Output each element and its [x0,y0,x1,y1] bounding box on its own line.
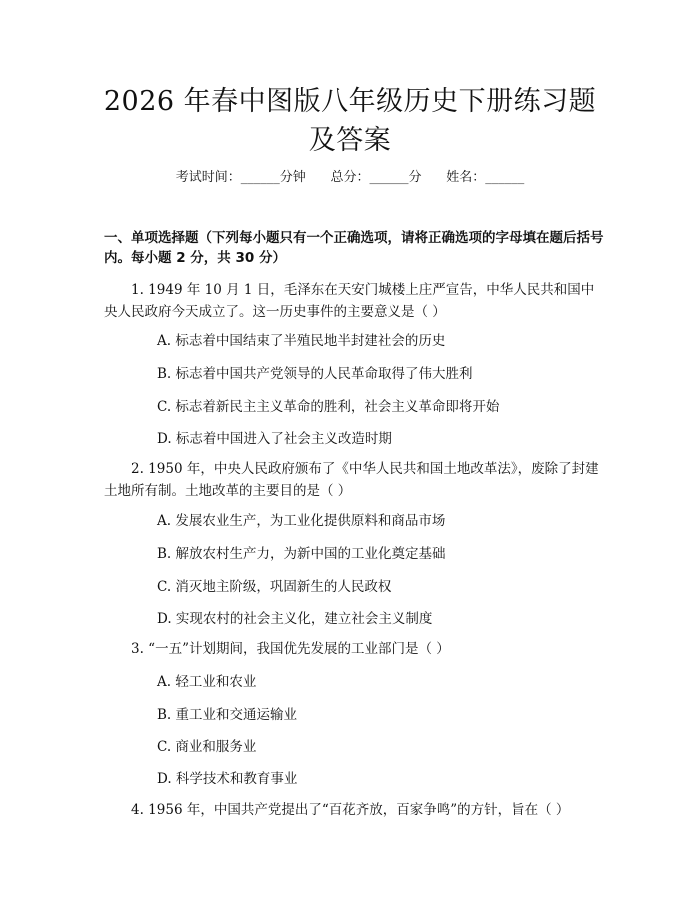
question-2-option-a: A. 发展农业生产，为工业化提供原料和商品市场 [157,513,446,529]
question-3-stem: 3. “一五”计划期间，我国优先发展的工业部门是（ ） [131,641,450,657]
question-1-option-a: A. 标志着中国结束了半殖民地半封建社会的历史 [157,333,446,349]
question-1-stem: 1. 1949 年 10 月 1 日，毛泽东在天安门城楼上庄严宣告，中华人民共和国中央人民政府今天成立了。这一历史事件的主要意义是（ ） [104,282,595,320]
question-3-option-d: D. 科学技术和教育事业 [157,771,298,787]
question-2-option-d: D. 实现农村的社会主义化，建立社会主义制度 [157,611,433,627]
question-3-option-c: C. 商业和服务业 [157,739,257,755]
question-2-option-c: C. 消灭地主阶级，巩固新生的人民政权 [157,579,392,595]
question-3-option-b: B. 重工业和交通运输业 [157,707,298,723]
question-2-option-b: B. 解放农村生产力，为新中国的工业化奠定基础 [157,546,446,562]
question-1-option-c: C. 标志着新民主主义革命的胜利，社会主义革命即将开始 [157,399,500,415]
document-title: 2026 年春中图版八年级历史下册练习题及答案 [103,86,597,156]
question-3-option-a: A. 轻工业和农业 [157,674,257,690]
exam-info-line: 考试时间：______分钟 总分：______分 姓名：______ [175,170,525,185]
question-1-option-d: D. 标志着中国进入了社会主义改造时期 [157,431,392,447]
question-4-stem: 4. 1956 年，中国共产党提出了“百花齐放，百家争鸣”的方针，旨在（ ） [131,802,570,818]
question-2-stem: 2. 1950 年，中央人民政府颁布了《中华人民共和国土地改革法》，废除了封建土地所有制。土地改革的主要目的是（ ） [104,461,599,499]
question-1-option-b: B. 标志着中国共产党领导的人民革命取得了伟大胜利 [157,366,473,382]
section-heading-multiple-choice: 一、单项选择题（下列每小题只有一个正确选项，请将正确选项的字母填在题后括号内。每小题 2 分，共 30 分） [104,230,604,266]
